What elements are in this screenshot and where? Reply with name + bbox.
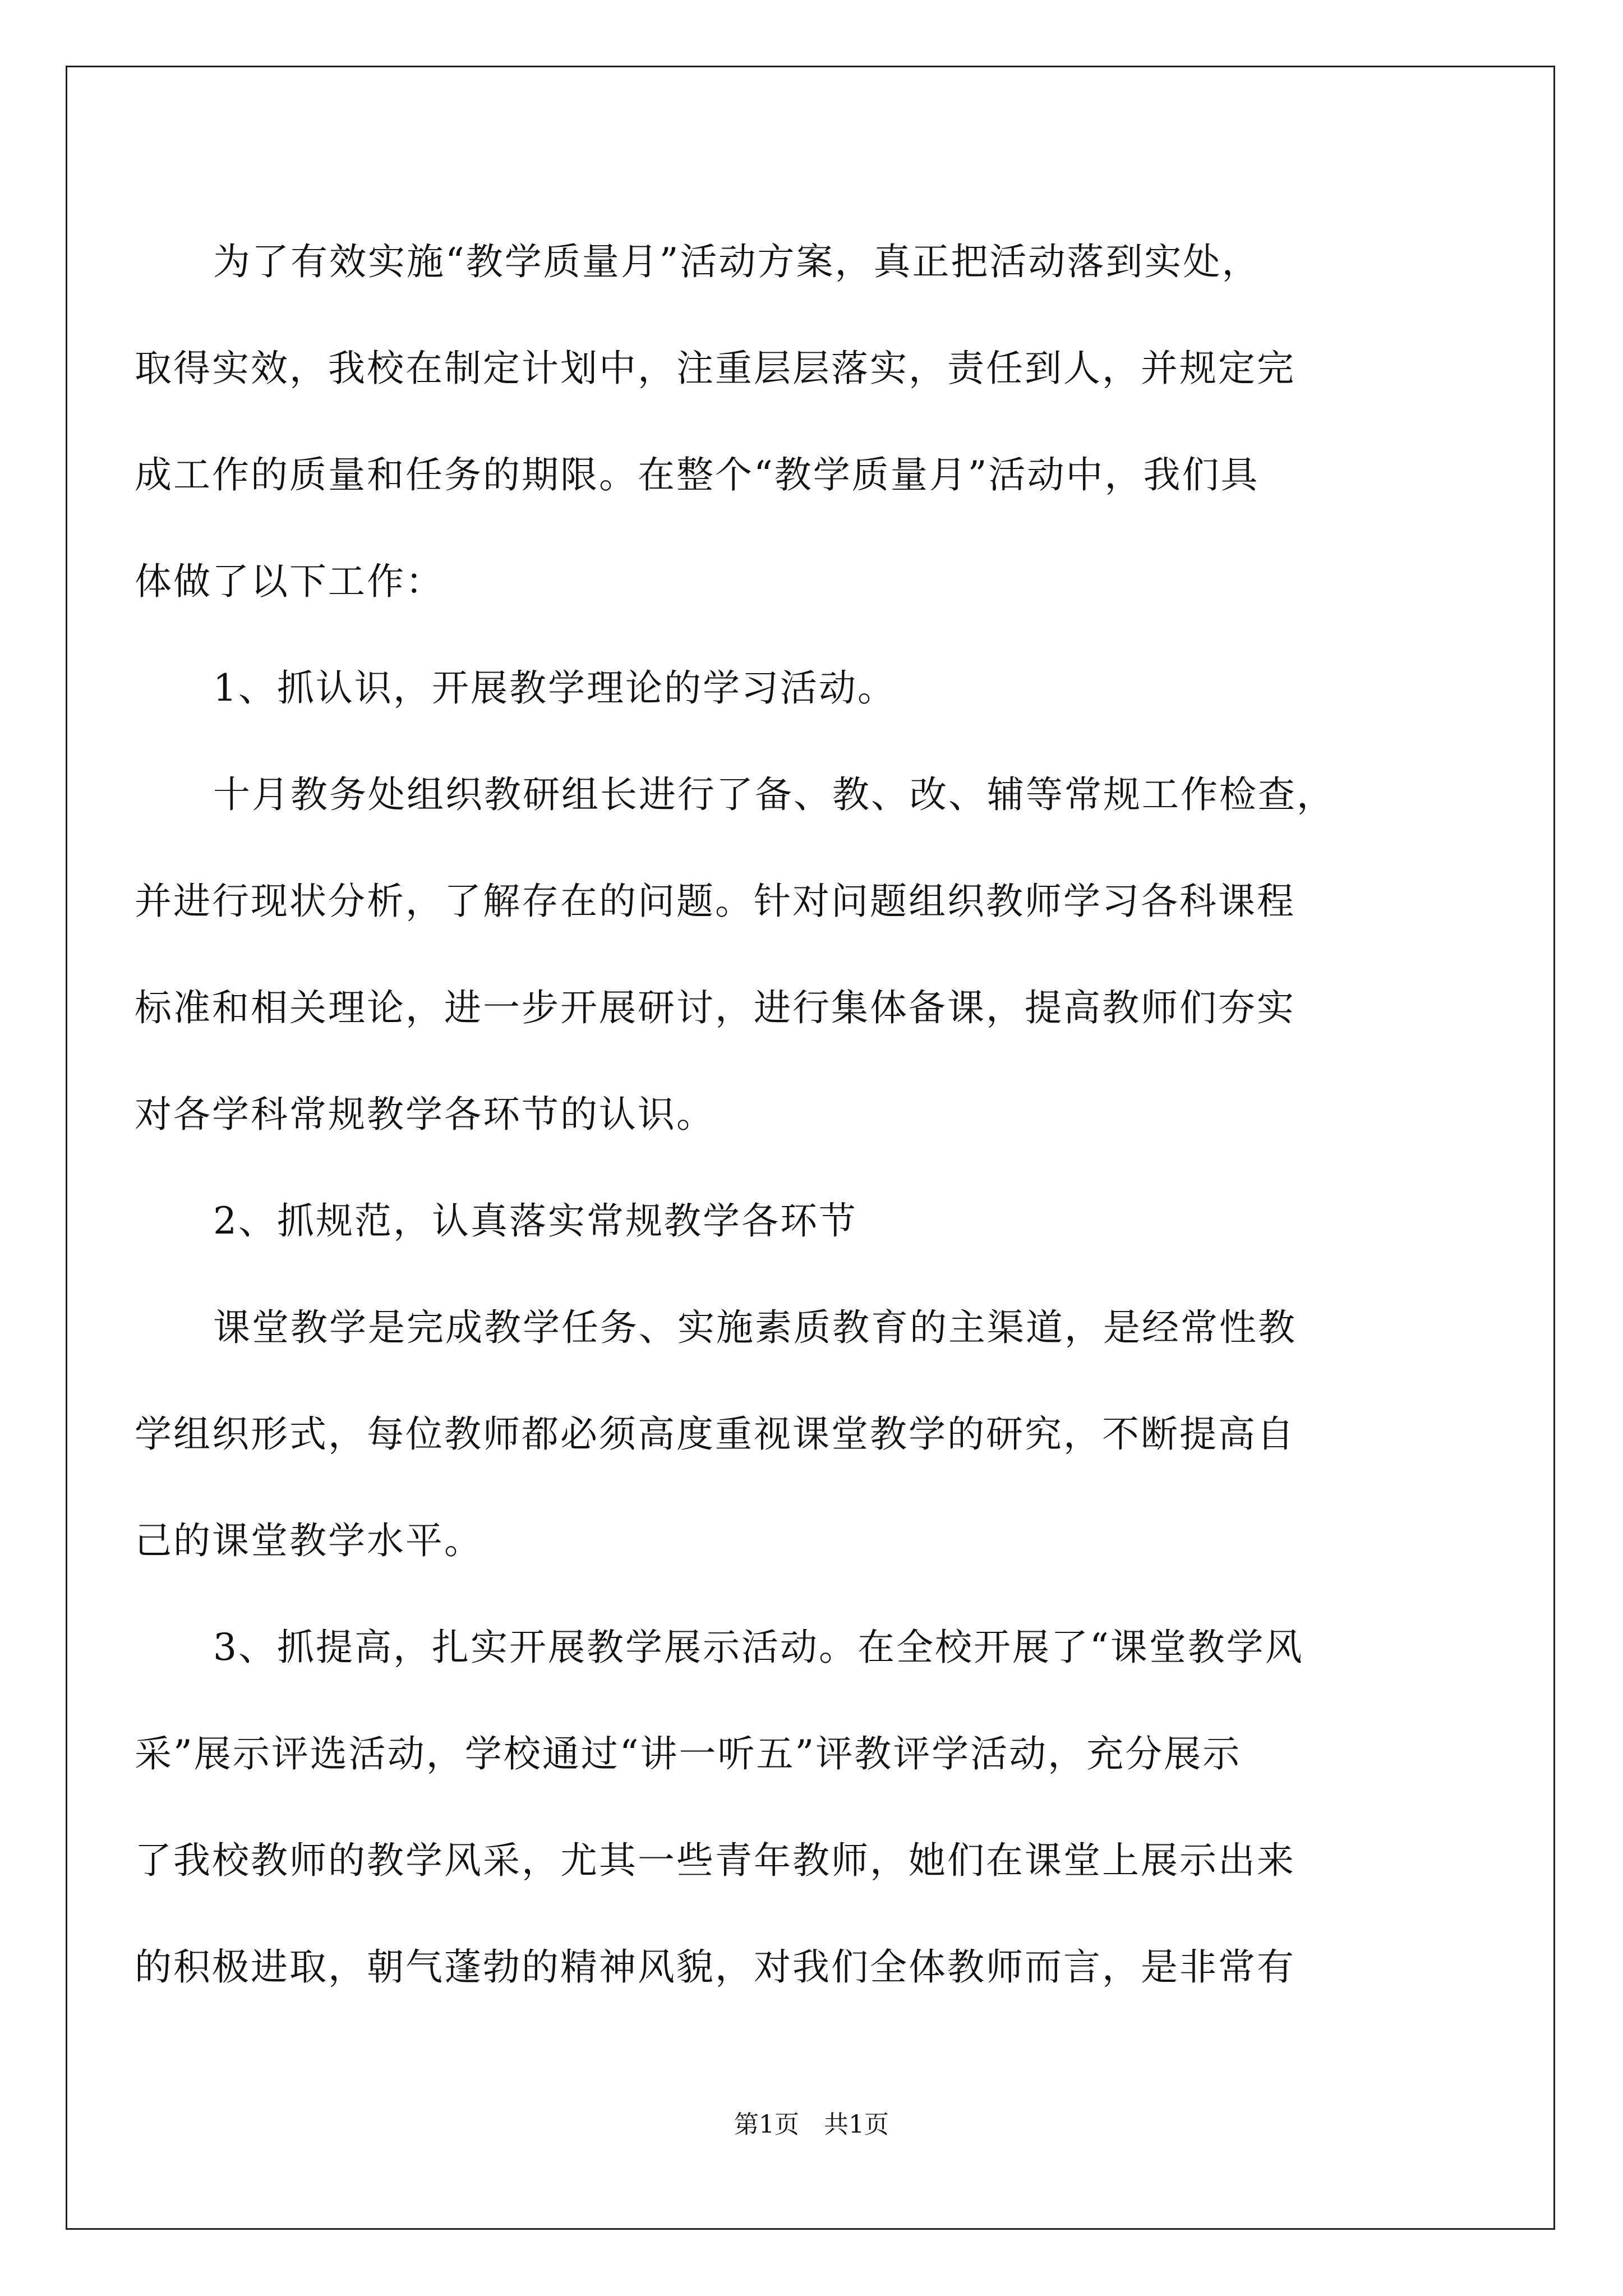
paragraph-line: 的积极进取，朝气蓬勃的精神风貌，对我们全体教师而言，是非常有 (135, 1945, 1295, 1989)
section-heading: 1、抓认识，开展教学理论的学习活动。 (213, 666, 896, 710)
paragraph-line: 十月教务处组织教研组长进行了备、教、改、辅等常规工作检查， (213, 773, 1335, 816)
page-count: 共1页 (824, 2110, 889, 2139)
paragraph-line: 了我校教师的教学风采，尤其一些青年教师，她们在课堂上展示出来 (135, 1839, 1295, 1882)
paragraph-line: 成工作的质量和任务的期限。在整个“教学质量月”活动中，我们具 (135, 453, 1260, 496)
paragraph-line: 体做了以下工作： (135, 560, 444, 603)
paragraph-line: 采”展示评选活动，学校通过“讲一听五”评教评学活动，充分展示 (135, 1732, 1242, 1775)
paragraph-line: 课堂教学是完成教学任务、实施素质教育的主渠道，是经常性教 (213, 1306, 1297, 1349)
paragraph-line: 对各学科常规教学各环节的认识。 (135, 1093, 715, 1136)
paragraph-line: 并进行现状分析，了解存在的问题。针对问题组织教师学习各科课程 (135, 880, 1295, 923)
paragraph-line: 学组织形式，每位教师都必须高度重视课堂教学的研究，不断提高自 (135, 1412, 1295, 1456)
document-body (135, 209, 1424, 2021)
paragraph-line: 为了有效实施“教学质量月”活动方案，真正把活动落到实处， (213, 240, 1261, 283)
paragraph-line: 己的课堂教学水平。 (135, 1519, 483, 1562)
page-footer (0, 2108, 1623, 2142)
section-heading: 2、抓规范，认真落实常规教学各环节 (213, 1199, 857, 1243)
page-number: 第1页 (734, 2110, 799, 2139)
paragraph-line: 标准和相关理论，进一步开展研讨，进行集体备课，提高教师们夯实 (135, 986, 1295, 1029)
section-heading: 3、抓提高，扎实开展教学展示活动。在全校开展了“课堂教学风 (213, 1626, 1304, 1669)
paragraph-line: 取得实效，我校在制定计划中，注重层层落实，责任到人，并规定完 (135, 347, 1295, 390)
